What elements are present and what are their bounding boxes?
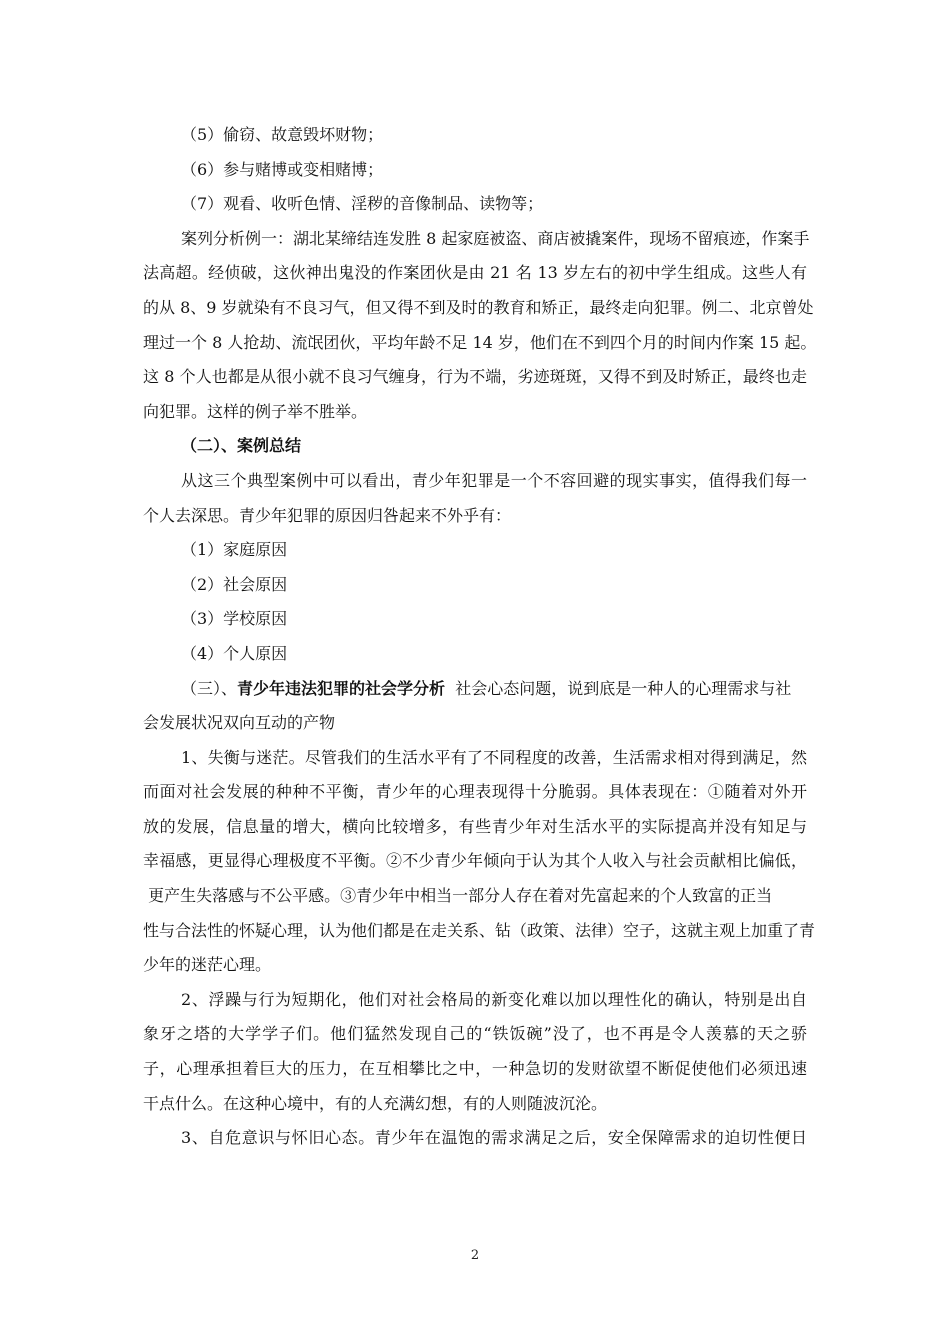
section-heading: 青少年违法犯罪的社会学分析 [237, 678, 446, 698]
list-item: （7）观看、收听色情、淫秽的音像制品、读物等； [181, 194, 544, 214]
section-prefix: （三）、 [181, 678, 238, 698]
paragraph-line: 个人去深思。青少年犯罪的原因归咎起来不外乎有： [143, 505, 512, 525]
paragraph-line: 案列分析例一：湖北某缔结连发胜 8 起家庭被盗、商店被撬案件，现场不留痕迹，作案手 [181, 228, 810, 248]
section-text: 社会心态问题，说到底是一种人的心理需求与社 [445, 678, 792, 698]
section-heading-line [143, 672, 807, 707]
paragraph-line: 象牙之塔的大学学子们。他们猛然发现自己的“铁饭碗”没了，也不再是令人羡慕的天之骄 [143, 1024, 807, 1044]
list-item: （4）个人原因 [181, 643, 288, 663]
page-number: 2 [470, 1248, 480, 1263]
paragraph-line: 的从 8、9 岁就染有不良习气，但又得不到及时的教育和矫正，最终走向犯罪。例二、北京曾处 [143, 297, 814, 317]
list-item: （5）偷窃、故意毁坏财物； [181, 125, 384, 144]
paragraph-line: 向犯罪。这样的例子举不胜举。 [143, 401, 368, 421]
paragraph-line: 而面对社会发展的种种不平衡，青少年的心理表现得十分脆弱。具体表现在：①随着对外开 [143, 782, 807, 802]
list-item: （6）参与赌博或变相赌博； [181, 159, 384, 179]
paragraph-line: 3、自危意识与怀旧心态。青少年在温饱的需求满足之后，安全保障需求的迫切性便日 [181, 1128, 807, 1148]
paragraph-line: 更产生失落感与不公平感。③青少年中相当一部分人存在着对先富起来的个人致富的正当 [143, 886, 773, 906]
paragraph-line: 放的发展，信息量的增大，横向比较增多，有些青少年对生活水平的实际提高并没有知足与 [143, 816, 807, 836]
paragraph-line: 幸福感，更显得心理极度不平衡。②不少青少年倾向于认为其个人收入与社会贡献相比偏低， [143, 851, 807, 871]
paragraph-line: 1、失衡与迷茫。尽管我们的生活水平有了不同程度的改善，生活需求相对得到满足，然 [181, 747, 807, 767]
paragraph-line: 少年的迷茫心理。 [143, 955, 272, 975]
paragraph-line: 子，心理承担着巨大的压力，在互相攀比之中，一种急切的发财欲望不断促使他们必须迅速 [143, 1059, 807, 1079]
list-item: （3）学校原因 [181, 609, 288, 629]
paragraph-line: 这 8 个人也都是从很小就不良习气缠身，行为不端，劣迹斑斑，又得不到及时矫正，最终也走 [143, 367, 807, 387]
paragraph-line: 会发展状况双向互动的产物 [143, 713, 336, 733]
paragraph-line: 干点什么。在这种心境中，有的人充满幻想，有的人则随波沉沦。 [143, 1093, 608, 1113]
paragraph-line: 法高超。经侦破，这伙神出鬼没的作案团伙是由 21 名 13 岁左右的初中学生组成。这些人有 [143, 263, 807, 283]
list-item: （2）社会原因 [181, 574, 288, 594]
paragraph-line: 性与合法性的怀疑心理，认为他们都是在走关系、钻（政策、法律）空子，这就主观上加重了青 [143, 920, 816, 940]
page-content [143, 118, 817, 1156]
paragraph-line: 2、浮躁与行为短期化，他们对社会格局的新变化难以加以理性化的确认，特别是出自 [181, 989, 807, 1009]
paragraph-line: 理过一个 8 人抢劫、流氓团伙，平均年龄不足 14 岁，他们在不到四个月的时间内作案 15 起。 [143, 332, 817, 352]
list-item: （1）家庭原因 [181, 540, 288, 560]
paragraph-line: 从这三个典型案例中可以看出，青少年犯罪是一个不容回避的现实事实，值得我们每一 [181, 470, 807, 490]
section-heading: （二）、案例总结 [181, 436, 302, 456]
